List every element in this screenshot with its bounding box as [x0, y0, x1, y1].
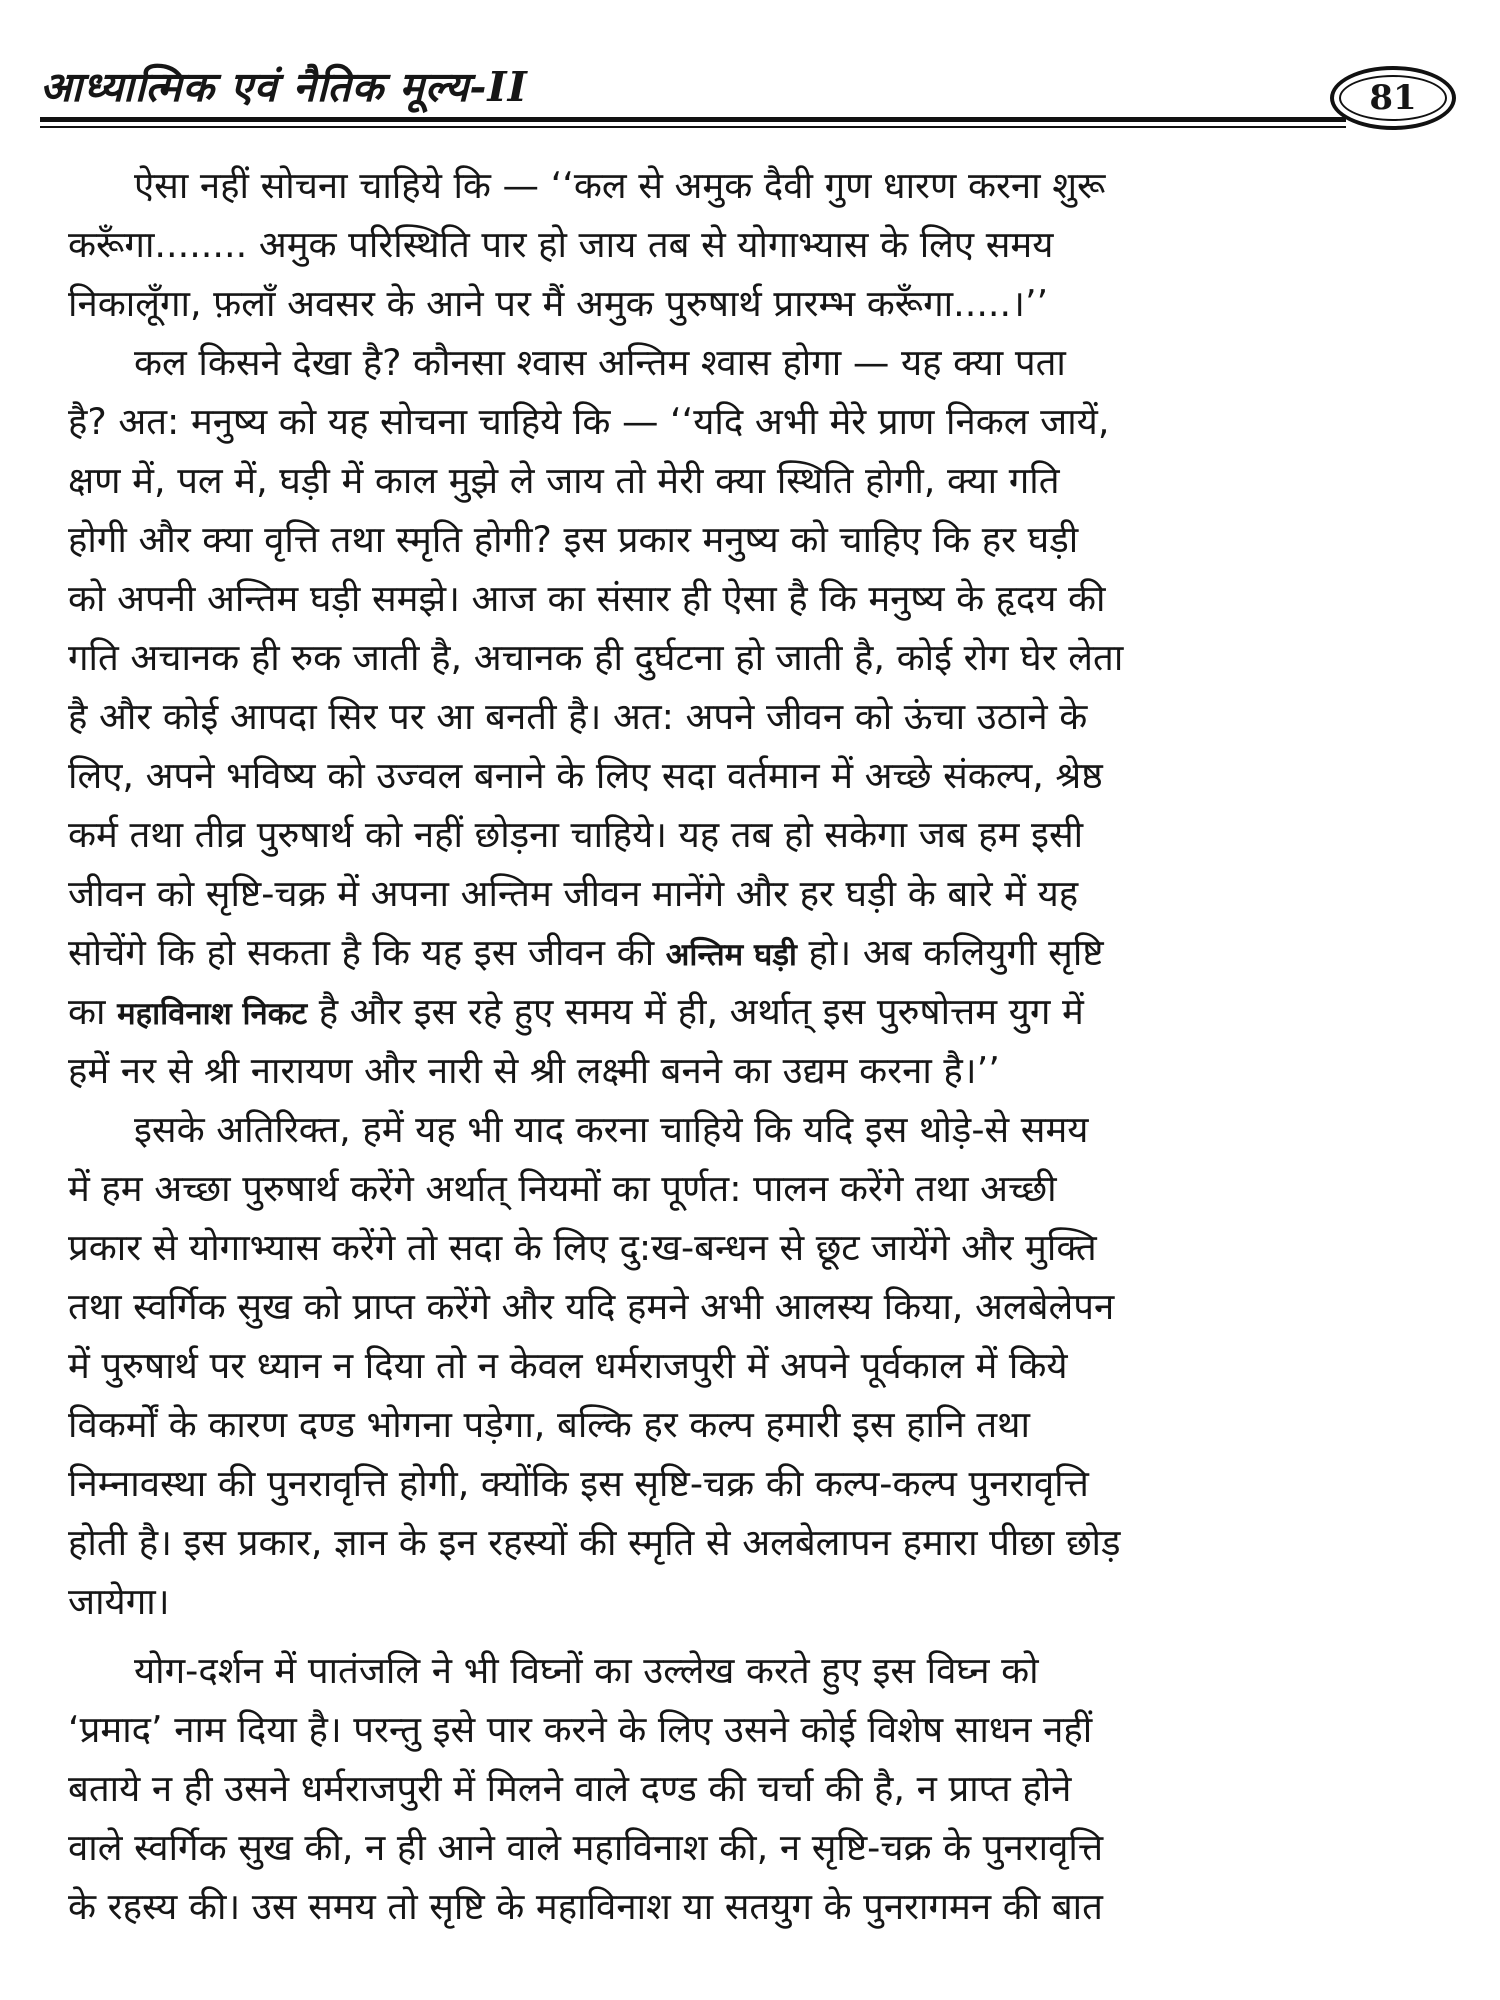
- text-line: प्रकार से योगाभ्यास करेंगे तो सदा के लिए दु:ख-बन्धन से छूट जायेंगे और मुक्ति: [68, 1226, 1097, 1269]
- text-run: सोचेंगे कि हो सकता है कि यह इस जीवन की: [68, 931, 666, 974]
- bold-phrase: अन्तिम घड़ी: [665, 937, 797, 973]
- header-rule-thin: [40, 126, 1346, 128]
- paragraph-3: [68, 1100, 1448, 1631]
- text-line: में हम अच्छा पुरुषार्थ करेंगे अर्थात् नियमों का पूर्णत: पालन करेंगे तथा अच्छी: [68, 1167, 1057, 1210]
- running-title: आध्यात्मिक एवं नैतिक मूल्य-II: [40, 63, 528, 111]
- text-line: बताये न ही उसने धर्मराजपुरी में मिलने वाले दण्ड की चर्चा की है, न प्राप्त होने: [68, 1767, 1072, 1810]
- text-line: में पुरुषार्थ पर ध्यान न दिया तो न केवल धर्मराजपुरी में अपने पूर्वकाल में किये: [68, 1344, 1068, 1387]
- text-line: विकर्मों के कारण दण्ड भोगना पड़ेगा, बल्कि हर कल्प हमारी इस हानि तथा: [68, 1403, 1030, 1446]
- text-line: लिए, अपने भविष्य को उज्वल बनाने के लिए सदा वर्तमान में अच्छे संकल्प, श्रेष्ठ: [68, 754, 1103, 797]
- bold-phrase: महाविनाश निकट: [117, 996, 308, 1032]
- text-line: जायेगा।: [68, 1580, 170, 1623]
- text-line: कर्म तथा तीव्र पुरुषार्थ को नहीं छोड़ना चाहिये। यह तब हो सकेगा जब हम इसी: [68, 813, 1084, 856]
- text-line: कल किसने देखा है? कौनसा श्वास अन्तिम श्वास होगा — यह क्या पता: [134, 341, 1066, 384]
- header-rule-thick: [40, 117, 1346, 122]
- text-line: वाले स्वर्गिक सुख की, न ही आने वाले महाविनाश की, न सृष्टि-चक्र के पुनरावृत्ति: [68, 1826, 1104, 1869]
- paragraph-spacer: [68, 1631, 1448, 1641]
- page-number-badge: [1330, 66, 1456, 130]
- body-text: [68, 156, 1448, 1936]
- text-line: निकालूँगा, फ़लाँ अवसर के आने पर मैं अमुक पुरुषार्थ प्रारम्भ करूँगा.....।’’: [68, 282, 1049, 325]
- text-line: क्षण में, पल में, घड़ी में काल मुझे ले जाय तो मेरी क्या स्थिति होगी, क्या गति: [68, 459, 1060, 502]
- text-line: इसके अतिरिक्त, हमें यह भी याद करना चाहिये कि यदि इस थोड़े-से समय: [134, 1108, 1089, 1151]
- text-line: [68, 982, 1448, 1041]
- paragraph-2: [68, 333, 1448, 1100]
- text-line: होती है। इस प्रकार, ज्ञान के इन रहस्यों की स्मृति से अलबेलापन हमारा पीछा छोड़: [68, 1521, 1121, 1564]
- text-line: [68, 923, 1448, 982]
- text-line: को अपनी अन्तिम घड़ी समझे। आज का संसार ही ऐसा है कि मनुष्य के हृदय की: [68, 577, 1106, 620]
- text-run: का: [68, 990, 118, 1033]
- text-line: हमें नर से श्री नारायण और नारी से श्री लक्ष्मी बनने का उद्यम करना है।’’: [68, 1049, 1000, 1092]
- text-line: तथा स्वर्गिक सुख को प्राप्त करेंगे और यदि हमने अभी आलस्य किया, अलबेलेपन: [68, 1285, 1115, 1328]
- text-run: हो। अब कलियुगी सृष्टि: [796, 931, 1104, 974]
- text-line: के रहस्य की। उस समय तो सृष्टि के महाविनाश या सतयुग के पुनरागमन की बात: [68, 1885, 1103, 1928]
- text-line: है और कोई आपदा सिर पर आ बनती है। अत: अपने जीवन को ऊंचा उठाने के: [68, 695, 1088, 738]
- text-line: ‘प्रमाद’ नाम दिया है। परन्तु इसे पार करने के लिए उसने कोई विशेष साधन नहीं: [68, 1708, 1093, 1751]
- text-line: है? अत: मनुष्य को यह सोचना चाहिये कि — ‘‘यदि अभी मेरे प्राण निकल जायें,: [68, 400, 1110, 443]
- text-run: है और इस रहे हुए समय में ही, अर्थात् इस पुरुषोत्तम युग में: [307, 990, 1084, 1033]
- text-line: होगी और क्या वृत्ति तथा स्मृति होगी? इस प्रकार मनुष्य को चाहिए कि हर घड़ी: [68, 518, 1079, 561]
- page-number: 81: [1369, 78, 1417, 118]
- text-line: योग-दर्शन में पातंजलि ने भी विघ्नों का उल्लेख करते हुए इस विघ्न को: [134, 1649, 1039, 1692]
- text-line: जीवन को सृष्टि-चक्र में अपना अन्तिम जीवन मानेंगे और हर घड़ी के बारे में यह: [68, 872, 1079, 915]
- text-line: करूँगा........ अमुक परिस्थिति पार हो जाय तब से योगाभ्यास के लिए समय: [68, 223, 1054, 266]
- paragraph-4: [68, 1641, 1448, 1936]
- paragraph-1: [68, 156, 1448, 333]
- text-line: निम्नावस्था की पुनरावृत्ति होगी, क्योंकि इस सृष्टि-चक्र की कल्प-कल्प पुनरावृत्ति: [68, 1462, 1089, 1505]
- text-line: गति अचानक ही रुक जाती है, अचानक ही दुर्घटना हो जाती है, कोई रोग घेर लेता: [68, 636, 1124, 679]
- text-line: ऐसा नहीं सोचना चाहिये कि — ‘‘कल से अमुक दैवी गुण धारण करना शुरू: [134, 164, 1106, 207]
